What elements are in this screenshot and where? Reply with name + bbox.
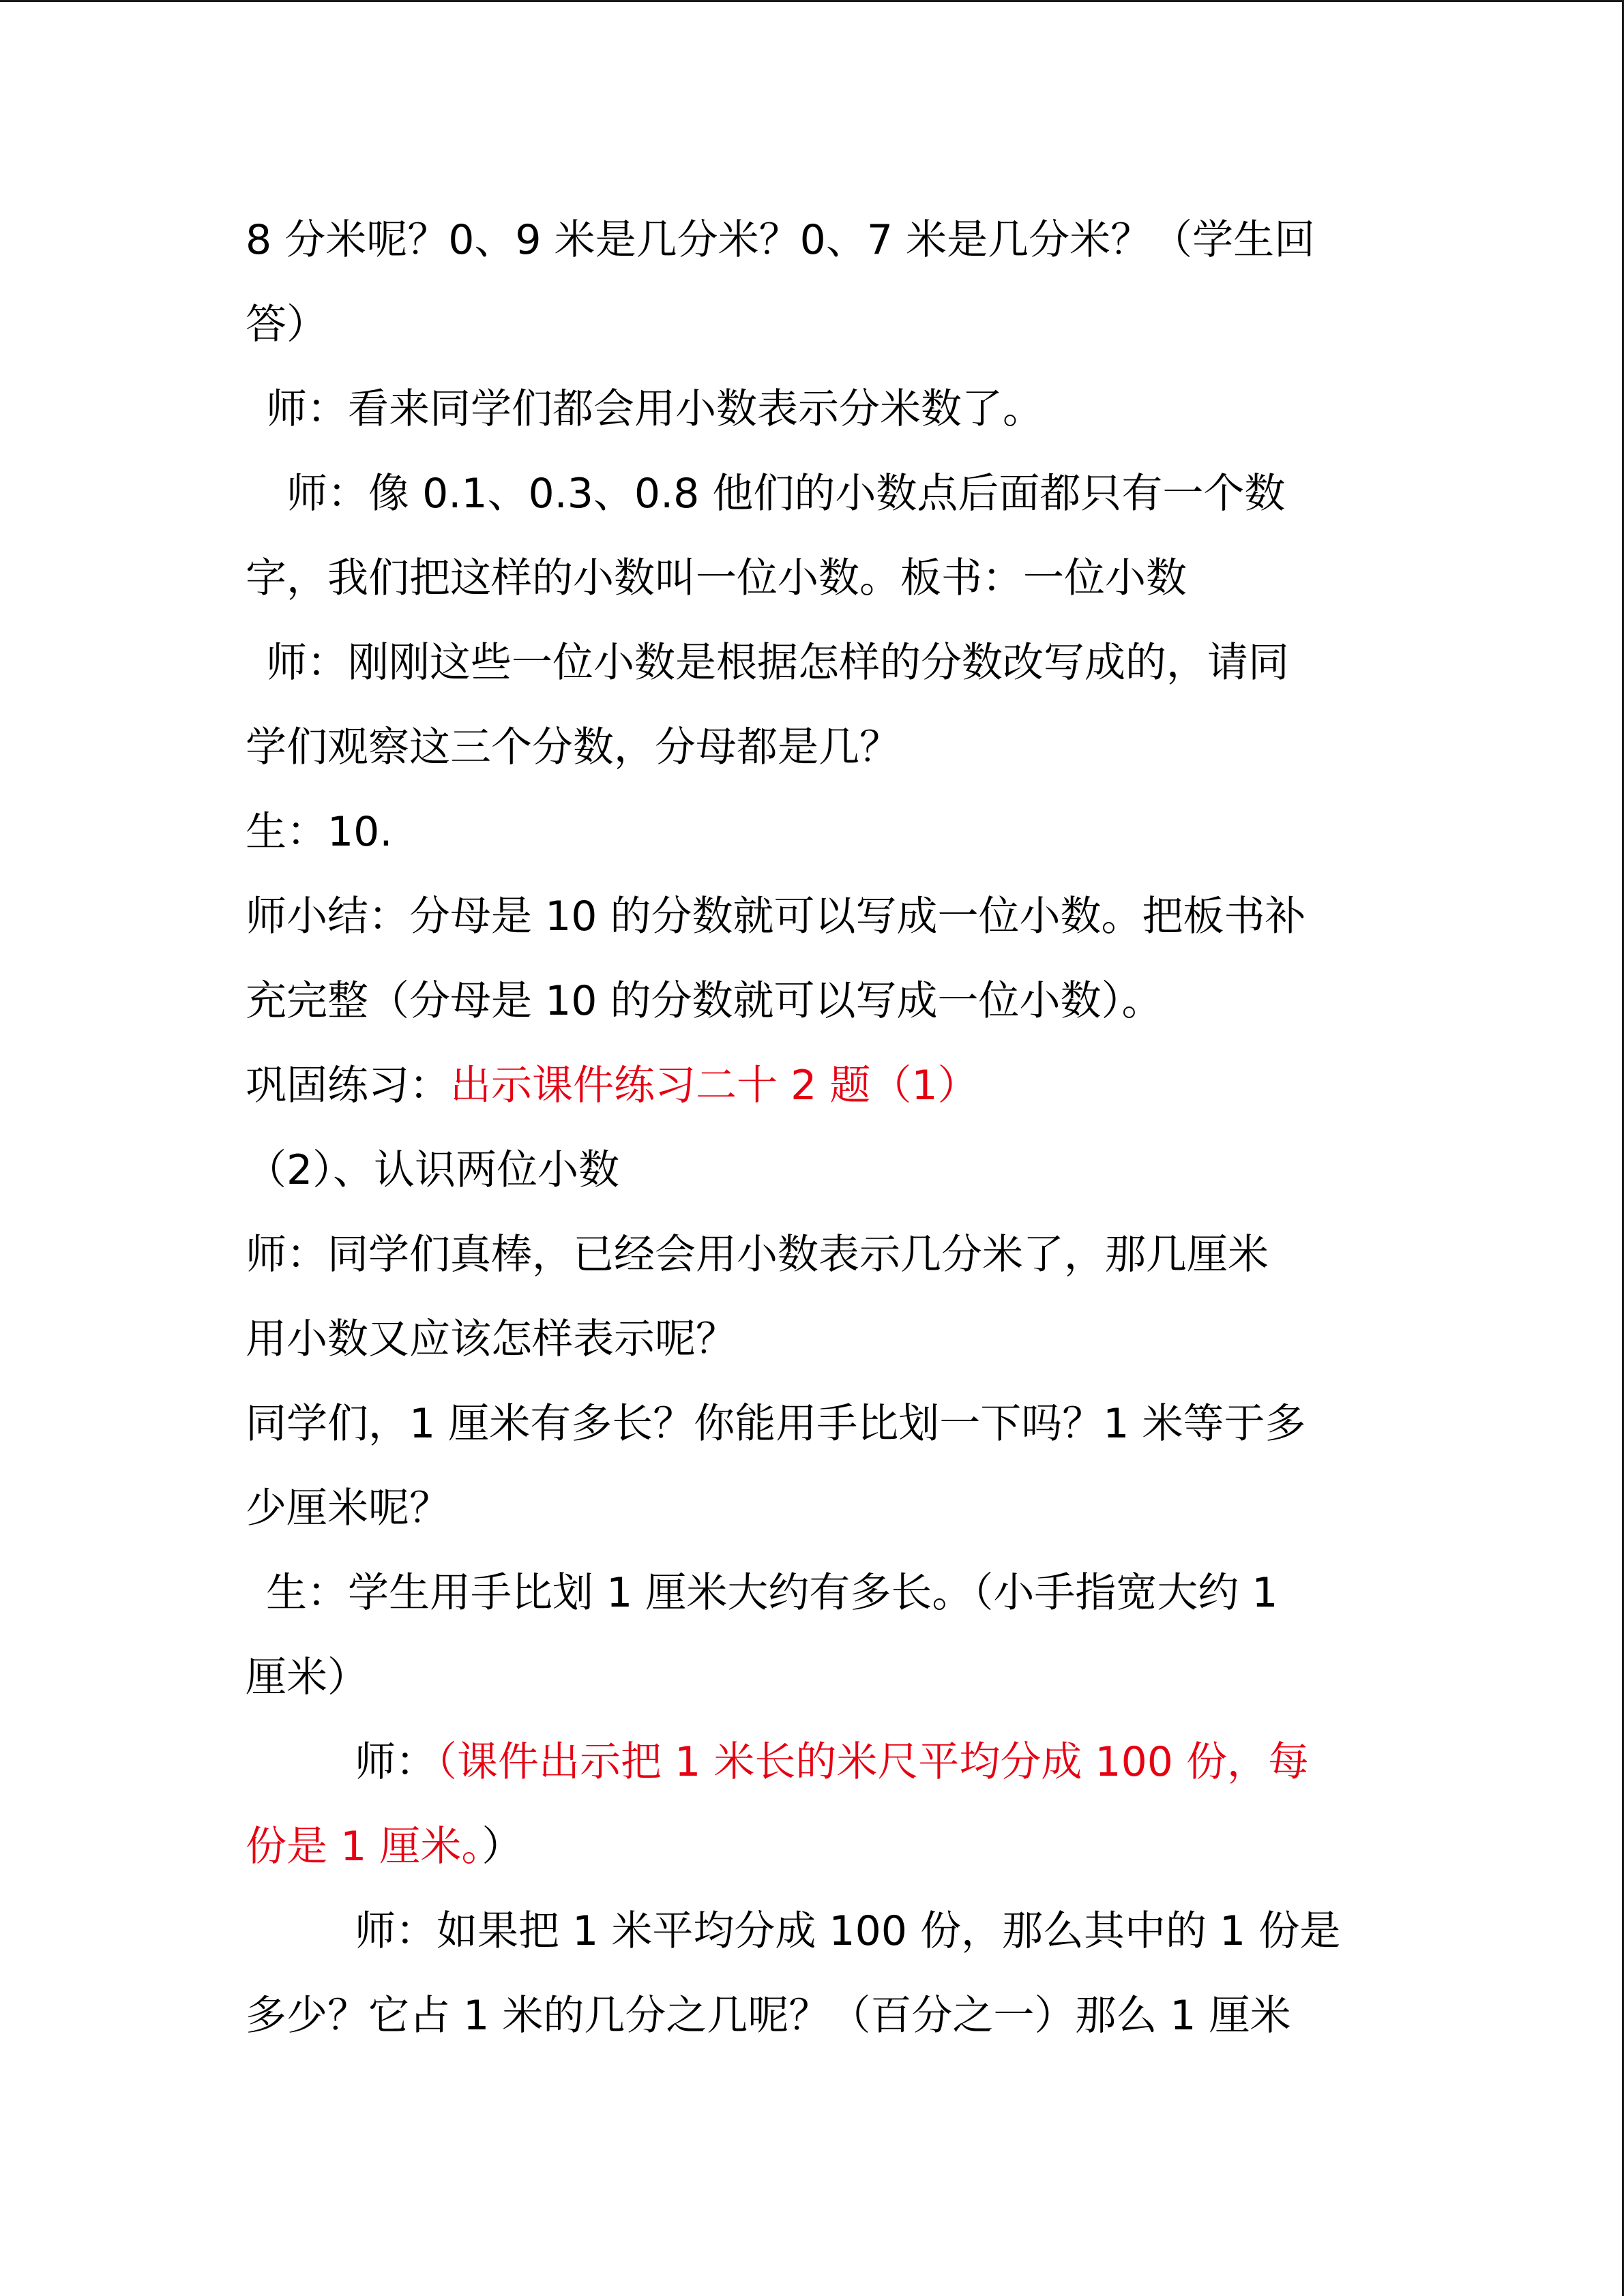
text-line-7 bbox=[246, 705, 1378, 790]
line-text: 学们观察这三个分数，分母都是几？ bbox=[246, 724, 900, 771]
text-line-5 bbox=[246, 536, 1378, 621]
line-text: 师：如果把 1 米平均分成 100 份，那么其中的 1 份是 bbox=[355, 1907, 1341, 1955]
text-line-21 bbox=[246, 1889, 1378, 1973]
text-line-20 bbox=[246, 1804, 1378, 1889]
text-line-8 bbox=[246, 790, 1378, 874]
text-line-3 bbox=[246, 367, 1378, 451]
line-text: 师：像 0.1、0.3、0.8 他们的小数点后面都只有一个数 bbox=[286, 470, 1286, 518]
line-text: 师： bbox=[355, 1738, 437, 1786]
text-line-11 bbox=[246, 1043, 1378, 1128]
line-text: 师小结：分母是 10 的分数就可以写成一位小数。把板书补 bbox=[246, 893, 1306, 940]
highlighted-text: 出示课件练习二十 2 题（1） bbox=[450, 1062, 979, 1109]
text-line-10 bbox=[246, 959, 1378, 1043]
text-line-12 bbox=[246, 1128, 1378, 1212]
line-text: 多少？它占 1 米的几分之几呢？（百分之一）那么 1 厘米 bbox=[246, 1992, 1291, 2040]
text-line-14 bbox=[246, 1297, 1378, 1382]
text-line-9 bbox=[246, 874, 1378, 959]
highlighted-text: 份是 1 厘米。 bbox=[246, 1823, 482, 1870]
line-text: 厘米） bbox=[246, 1654, 368, 1701]
highlighted-text: （课件出示把 1 米长的米尺平均分成 100 份，每 bbox=[437, 1738, 1309, 1786]
section-heading: （2）、认识两位小数 bbox=[246, 1146, 620, 1194]
page-border-top bbox=[0, 0, 1624, 2]
line-text: 答） bbox=[246, 301, 327, 348]
text-line-22 bbox=[246, 1973, 1378, 2058]
line-text: 生：10. bbox=[246, 808, 393, 856]
text-line-15 bbox=[246, 1382, 1378, 1466]
document-body bbox=[246, 198, 1378, 2058]
line-text: 充完整（分母是 10 的分数就可以写成一位小数）。 bbox=[246, 977, 1163, 1025]
line-text: 生：学生用手比划 1 厘米大约有多长。（小手指宽大约 1 bbox=[266, 1569, 1278, 1617]
line-text: 师：刚刚这些一位小数是根据怎样的分数改写成的，请同 bbox=[266, 639, 1289, 687]
line-text: 字，我们把这样的小数叫一位小数。板书：一位小数 bbox=[246, 554, 1187, 602]
text-line-1 bbox=[246, 198, 1378, 282]
line-text: 巩固练习： bbox=[246, 1062, 450, 1109]
text-line-2 bbox=[246, 282, 1378, 367]
line-text: 8 分米呢？0、9 米是几分米？0、7 米是几分米？（学生回 bbox=[246, 216, 1316, 264]
line-text: 用小数又应该怎样表示呢？ bbox=[246, 1315, 737, 1363]
text-line-19 bbox=[246, 1720, 1378, 1804]
line-text: 同学们，1 厘米有多长？你能用手比划一下吗？1 米等于多 bbox=[246, 1400, 1306, 1448]
text-line-4 bbox=[246, 451, 1378, 536]
line-text: 师：同学们真棒，已经会用小数表示几分米了，那几厘米 bbox=[246, 1231, 1269, 1279]
text-line-13 bbox=[246, 1212, 1378, 1297]
line-text: 师：看来同学们都会用小数表示分米数了。 bbox=[266, 385, 1044, 433]
text-line-6 bbox=[246, 621, 1378, 705]
line-text: 少厘米呢？ bbox=[246, 1485, 450, 1532]
line-text: ） bbox=[482, 1823, 523, 1870]
text-line-18 bbox=[246, 1635, 1378, 1720]
text-line-17 bbox=[246, 1551, 1378, 1635]
text-line-16 bbox=[246, 1466, 1378, 1551]
